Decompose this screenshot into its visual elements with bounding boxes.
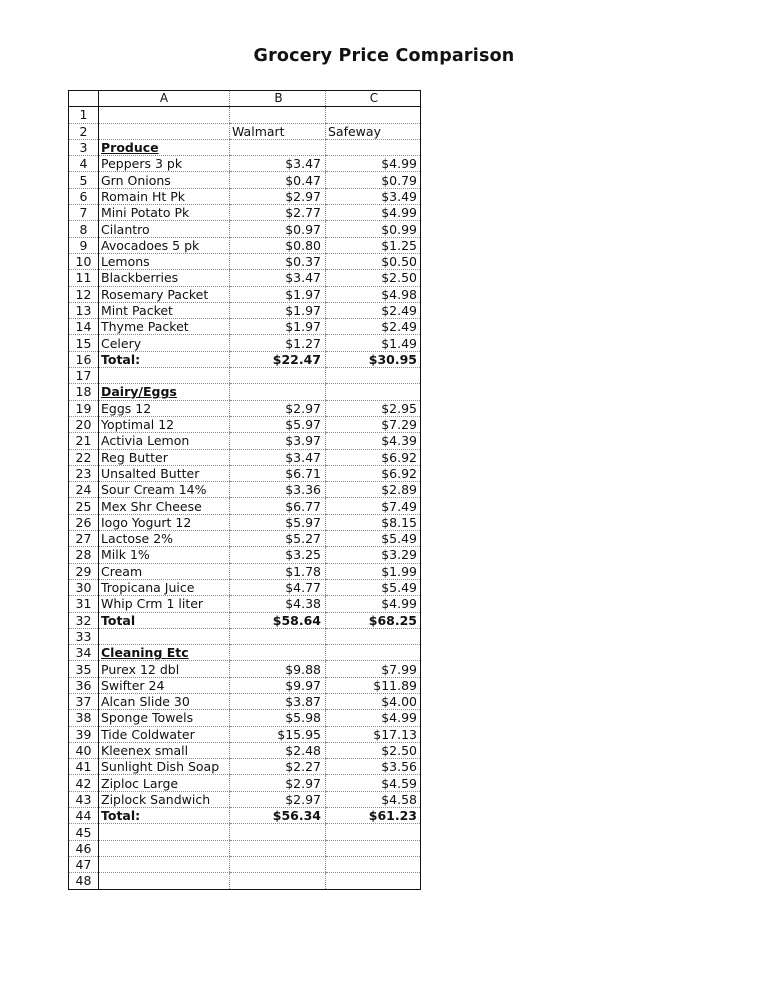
table-row xyxy=(69,693,421,709)
row-number[interactable]: 20 xyxy=(69,416,99,432)
row-number[interactable]: 37 xyxy=(69,693,99,709)
cell-walmart[interactable] xyxy=(230,824,326,840)
cell-item[interactable]: Romain Ht Pk xyxy=(99,188,230,204)
cell-safeway[interactable]: $0.99 xyxy=(326,221,421,237)
cell-safeway[interactable]: $5.49 xyxy=(326,579,421,595)
row-number[interactable]: 11 xyxy=(69,270,99,286)
table-row xyxy=(69,661,421,677)
cell-safeway[interactable]: $30.95 xyxy=(326,351,421,367)
row-number[interactable]: 44 xyxy=(69,808,99,824)
cell-walmart[interactable] xyxy=(230,873,326,889)
spreadsheet-table xyxy=(68,90,421,890)
cell-safeway[interactable]: $3.29 xyxy=(326,547,421,563)
cell-item[interactable]: Purex 12 dbl xyxy=(99,661,230,677)
cell-item[interactable]: Total: xyxy=(99,808,230,824)
cell-safeway[interactable]: $4.99 xyxy=(326,596,421,612)
table-row xyxy=(69,286,421,302)
cell-walmart[interactable]: $3.87 xyxy=(230,693,326,709)
cell-item[interactable] xyxy=(99,368,230,384)
row-number[interactable]: 40 xyxy=(69,742,99,758)
table-row xyxy=(69,302,421,318)
table-row xyxy=(69,531,421,547)
cell-safeway[interactable]: $4.39 xyxy=(326,433,421,449)
cell-safeway[interactable]: $0.79 xyxy=(326,172,421,188)
cell-walmart[interactable]: $4.77 xyxy=(230,579,326,595)
table-row xyxy=(69,253,421,269)
cell-safeway[interactable]: $6.92 xyxy=(326,449,421,465)
cell-item[interactable]: Kleenex small xyxy=(99,742,230,758)
row-number[interactable]: 4 xyxy=(69,156,99,172)
table-row xyxy=(69,156,421,172)
row-number[interactable]: 21 xyxy=(69,433,99,449)
cell-item[interactable]: Swifter 24 xyxy=(99,677,230,693)
cell-safeway[interactable]: $2.49 xyxy=(326,302,421,318)
column-header-c[interactable]: C xyxy=(326,91,421,107)
table-row xyxy=(69,139,421,155)
cell-safeway[interactable] xyxy=(326,107,421,123)
row-number[interactable]: 48 xyxy=(69,873,99,889)
table-row xyxy=(69,270,421,286)
cell-safeway[interactable]: $17.13 xyxy=(326,726,421,742)
cell-walmart[interactable]: $5.27 xyxy=(230,531,326,547)
row-number[interactable]: 15 xyxy=(69,335,99,351)
table-row xyxy=(69,237,421,253)
cell-item[interactable]: Grn Onions xyxy=(99,172,230,188)
cell-item[interactable]: Reg Butter xyxy=(99,449,230,465)
row-number[interactable]: 32 xyxy=(69,612,99,628)
cell-item[interactable]: Unsalted Butter xyxy=(99,465,230,481)
table-row xyxy=(69,579,421,595)
column-header-b[interactable]: B xyxy=(230,91,326,107)
table-row xyxy=(69,205,421,221)
cell-walmart[interactable]: $0.47 xyxy=(230,172,326,188)
row-number[interactable]: 42 xyxy=(69,775,99,791)
cell-safeway[interactable]: $1.99 xyxy=(326,563,421,579)
cell-safeway[interactable]: Safeway xyxy=(326,123,421,139)
row-number[interactable]: 6 xyxy=(69,188,99,204)
row-number[interactable]: 8 xyxy=(69,221,99,237)
row-number[interactable]: 45 xyxy=(69,824,99,840)
cell-safeway[interactable]: $1.49 xyxy=(326,335,421,351)
cell-walmart[interactable]: $6.71 xyxy=(230,465,326,481)
row-number[interactable]: 24 xyxy=(69,482,99,498)
cell-item[interactable]: Produce xyxy=(99,139,230,155)
row-number[interactable]: 23 xyxy=(69,465,99,481)
row-number[interactable]: 18 xyxy=(69,384,99,400)
cell-safeway[interactable]: $6.92 xyxy=(326,465,421,481)
cell-walmart[interactable]: $3.47 xyxy=(230,449,326,465)
cell-walmart[interactable]: $1.97 xyxy=(230,319,326,335)
row-number[interactable]: 16 xyxy=(69,351,99,367)
cell-walmart[interactable]: $0.97 xyxy=(230,221,326,237)
table-row xyxy=(69,612,421,628)
cell-safeway[interactable] xyxy=(326,645,421,661)
cell-walmart[interactable]: $3.97 xyxy=(230,433,326,449)
table-row xyxy=(69,514,421,530)
row-number[interactable]: 46 xyxy=(69,840,99,856)
cell-safeway[interactable]: $4.99 xyxy=(326,205,421,221)
cell-item[interactable]: Thyme Packet xyxy=(99,319,230,335)
cell-walmart[interactable]: $5.98 xyxy=(230,710,326,726)
cell-safeway[interactable]: $7.49 xyxy=(326,498,421,514)
table-row xyxy=(69,873,421,889)
row-number[interactable]: 13 xyxy=(69,302,99,318)
table-row xyxy=(69,482,421,498)
cell-walmart[interactable] xyxy=(230,856,326,872)
cell-item[interactable]: Iogo Yogurt 12 xyxy=(99,514,230,530)
cell-item[interactable] xyxy=(99,123,230,139)
row-number[interactable]: 1 xyxy=(69,107,99,123)
cell-safeway[interactable]: $4.00 xyxy=(326,693,421,709)
table-row xyxy=(69,677,421,693)
table-row xyxy=(69,172,421,188)
row-number[interactable]: 31 xyxy=(69,596,99,612)
table-row xyxy=(69,498,421,514)
cell-safeway[interactable]: $61.23 xyxy=(326,808,421,824)
cell-item[interactable]: Tropicana Juice xyxy=(99,579,230,595)
cell-item[interactable]: Avocadoes 5 pk xyxy=(99,237,230,253)
cell-walmart[interactable]: $15.95 xyxy=(230,726,326,742)
cell-item[interactable]: Ziploc Large xyxy=(99,775,230,791)
cell-walmart[interactable]: Walmart xyxy=(230,123,326,139)
table-row xyxy=(69,416,421,432)
cell-walmart[interactable]: $22.47 xyxy=(230,351,326,367)
cell-safeway[interactable] xyxy=(326,856,421,872)
cell-safeway[interactable] xyxy=(326,368,421,384)
row-number[interactable]: 7 xyxy=(69,205,99,221)
table-row xyxy=(69,351,421,367)
cell-walmart[interactable]: $0.80 xyxy=(230,237,326,253)
cell-safeway[interactable]: $4.99 xyxy=(326,710,421,726)
cell-safeway[interactable] xyxy=(326,139,421,155)
cell-walmart[interactable] xyxy=(230,628,326,644)
cell-safeway[interactable]: $2.50 xyxy=(326,742,421,758)
cell-safeway[interactable]: $7.29 xyxy=(326,416,421,432)
cell-item[interactable]: Rosemary Packet xyxy=(99,286,230,302)
table-row xyxy=(69,824,421,840)
table-row xyxy=(69,547,421,563)
table-row xyxy=(69,645,421,661)
cell-item[interactable]: Sponge Towels xyxy=(99,710,230,726)
row-number[interactable]: 3 xyxy=(69,139,99,155)
cell-safeway[interactable] xyxy=(326,840,421,856)
table-row xyxy=(69,563,421,579)
row-number[interactable]: 14 xyxy=(69,319,99,335)
cell-safeway[interactable]: $11.89 xyxy=(326,677,421,693)
cell-safeway[interactable]: $1.25 xyxy=(326,237,421,253)
cell-safeway[interactable]: $4.99 xyxy=(326,156,421,172)
cell-item[interactable]: Mex Shr Cheese xyxy=(99,498,230,514)
table-row xyxy=(69,742,421,758)
table-row xyxy=(69,221,421,237)
cell-item[interactable]: Milk 1% xyxy=(99,547,230,563)
cell-safeway[interactable]: $2.89 xyxy=(326,482,421,498)
cell-item[interactable]: Yoptimal 12 xyxy=(99,416,230,432)
column-header-row xyxy=(69,91,421,107)
cell-walmart[interactable]: $5.97 xyxy=(230,416,326,432)
row-number[interactable]: 17 xyxy=(69,368,99,384)
cell-walmart[interactable]: $2.97 xyxy=(230,400,326,416)
cell-safeway[interactable]: $2.95 xyxy=(326,400,421,416)
cell-walmart[interactable]: $4.38 xyxy=(230,596,326,612)
spreadsheet-body xyxy=(69,91,421,890)
cell-safeway[interactable] xyxy=(326,628,421,644)
cell-item[interactable]: Eggs 12 xyxy=(99,400,230,416)
row-number[interactable]: 22 xyxy=(69,449,99,465)
row-number[interactable]: 34 xyxy=(69,645,99,661)
cell-item[interactable]: Activia Lemon xyxy=(99,433,230,449)
row-number[interactable]: 19 xyxy=(69,400,99,416)
row-number[interactable]: 9 xyxy=(69,237,99,253)
cell-item[interactable]: Celery xyxy=(99,335,230,351)
cell-walmart[interactable] xyxy=(230,368,326,384)
row-number[interactable]: 27 xyxy=(69,531,99,547)
row-number[interactable]: 39 xyxy=(69,726,99,742)
cell-walmart[interactable]: $2.97 xyxy=(230,791,326,807)
cell-walmart[interactable] xyxy=(230,645,326,661)
table-row xyxy=(69,759,421,775)
page-title: Grocery Price Comparison xyxy=(253,46,515,66)
cell-safeway[interactable]: $5.49 xyxy=(326,531,421,547)
table-row xyxy=(69,840,421,856)
cell-item[interactable]: Cleaning Etc xyxy=(99,645,230,661)
table-row xyxy=(69,726,421,742)
cell-item[interactable]: Peppers 3 pk xyxy=(99,156,230,172)
row-number[interactable]: 38 xyxy=(69,710,99,726)
row-number[interactable]: 36 xyxy=(69,677,99,693)
cell-walmart[interactable]: $9.88 xyxy=(230,661,326,677)
table-row xyxy=(69,596,421,612)
table-row xyxy=(69,449,421,465)
cell-item[interactable]: Total: xyxy=(99,351,230,367)
cell-walmart[interactable] xyxy=(230,107,326,123)
corner-cell[interactable] xyxy=(69,91,99,107)
table-row xyxy=(69,856,421,872)
cell-safeway[interactable]: $7.99 xyxy=(326,661,421,677)
table-row xyxy=(69,710,421,726)
table-row xyxy=(69,335,421,351)
cell-walmart[interactable]: $58.64 xyxy=(230,612,326,628)
table-row xyxy=(69,319,421,335)
cell-safeway[interactable]: $3.49 xyxy=(326,188,421,204)
cell-item[interactable]: Whip Crm 1 liter xyxy=(99,596,230,612)
cell-walmart[interactable]: $3.47 xyxy=(230,156,326,172)
cell-walmart[interactable]: $0.37 xyxy=(230,253,326,269)
cell-item[interactable]: Tide Coldwater xyxy=(99,726,230,742)
cell-item[interactable] xyxy=(99,840,230,856)
cell-walmart[interactable]: $3.47 xyxy=(230,270,326,286)
table-row xyxy=(69,384,421,400)
cell-item[interactable]: Cilantro xyxy=(99,221,230,237)
cell-safeway[interactable]: $4.58 xyxy=(326,791,421,807)
table-row xyxy=(69,107,421,123)
row-number[interactable]: 29 xyxy=(69,563,99,579)
cell-safeway[interactable] xyxy=(326,824,421,840)
cell-walmart[interactable]: $6.77 xyxy=(230,498,326,514)
cell-walmart[interactable]: $2.27 xyxy=(230,759,326,775)
cell-safeway[interactable]: $2.50 xyxy=(326,270,421,286)
row-number[interactable]: 2 xyxy=(69,123,99,139)
cell-walmart[interactable]: $1.97 xyxy=(230,302,326,318)
cell-item[interactable]: Total xyxy=(99,612,230,628)
cell-item[interactable]: Dairy/Eggs xyxy=(99,384,230,400)
cell-item[interactable]: Mint Packet xyxy=(99,302,230,318)
cell-safeway[interactable]: $68.25 xyxy=(326,612,421,628)
cell-walmart[interactable]: $5.97 xyxy=(230,514,326,530)
row-number[interactable]: 5 xyxy=(69,172,99,188)
cell-item[interactable] xyxy=(99,856,230,872)
cell-item[interactable]: Lemons xyxy=(99,253,230,269)
cell-safeway[interactable] xyxy=(326,873,421,889)
cell-item[interactable]: Ziplock Sandwich xyxy=(99,791,230,807)
row-number[interactable]: 41 xyxy=(69,759,99,775)
cell-walmart[interactable]: $9.97 xyxy=(230,677,326,693)
cell-walmart[interactable]: $1.27 xyxy=(230,335,326,351)
cell-item[interactable] xyxy=(99,824,230,840)
cell-item[interactable]: Sour Cream 14% xyxy=(99,482,230,498)
cell-walmart[interactable]: $2.77 xyxy=(230,205,326,221)
row-number[interactable]: 30 xyxy=(69,579,99,595)
cell-safeway[interactable]: $2.49 xyxy=(326,319,421,335)
row-number[interactable]: 25 xyxy=(69,498,99,514)
cell-item[interactable]: Cream xyxy=(99,563,230,579)
table-row xyxy=(69,368,421,384)
table-row xyxy=(69,188,421,204)
row-number[interactable]: 47 xyxy=(69,856,99,872)
row-number[interactable]: 33 xyxy=(69,628,99,644)
cell-walmart[interactable]: $3.25 xyxy=(230,547,326,563)
cell-item[interactable]: Sunlight Dish Soap xyxy=(99,759,230,775)
cell-item[interactable]: Blackberries xyxy=(99,270,230,286)
cell-safeway[interactable]: $4.59 xyxy=(326,775,421,791)
table-row xyxy=(69,400,421,416)
row-number[interactable]: 43 xyxy=(69,791,99,807)
column-header-a[interactable]: A xyxy=(99,91,230,107)
cell-walmart[interactable]: $2.97 xyxy=(230,188,326,204)
cell-item[interactable] xyxy=(99,873,230,889)
cell-walmart[interactable]: $2.97 xyxy=(230,775,326,791)
table-row xyxy=(69,791,421,807)
cell-walmart[interactable]: $3.36 xyxy=(230,482,326,498)
row-number[interactable]: 28 xyxy=(69,547,99,563)
cell-item[interactable] xyxy=(99,107,230,123)
cell-walmart[interactable]: $1.97 xyxy=(230,286,326,302)
cell-walmart[interactable]: $56.34 xyxy=(230,808,326,824)
table-row xyxy=(69,808,421,824)
cell-walmart[interactable] xyxy=(230,840,326,856)
cell-item[interactable]: Lactose 2% xyxy=(99,531,230,547)
table-row xyxy=(69,465,421,481)
table-row xyxy=(69,628,421,644)
cell-walmart[interactable] xyxy=(230,139,326,155)
cell-safeway[interactable]: $3.56 xyxy=(326,759,421,775)
cell-walmart[interactable]: $1.78 xyxy=(230,563,326,579)
row-number[interactable]: 35 xyxy=(69,661,99,677)
cell-item[interactable] xyxy=(99,628,230,644)
cell-safeway[interactable]: $8.15 xyxy=(326,514,421,530)
row-number[interactable]: 12 xyxy=(69,286,99,302)
cell-walmart[interactable]: $2.48 xyxy=(230,742,326,758)
cell-safeway[interactable]: $0.50 xyxy=(326,253,421,269)
cell-walmart[interactable] xyxy=(230,384,326,400)
cell-item[interactable]: Alcan Slide 30 xyxy=(99,693,230,709)
cell-item[interactable]: Mini Potato Pk xyxy=(99,205,230,221)
table-row xyxy=(69,775,421,791)
cell-safeway[interactable]: $4.98 xyxy=(326,286,421,302)
row-number[interactable]: 26 xyxy=(69,514,99,530)
cell-safeway[interactable] xyxy=(326,384,421,400)
table-row xyxy=(69,433,421,449)
table-row xyxy=(69,123,421,139)
row-number[interactable]: 10 xyxy=(69,253,99,269)
